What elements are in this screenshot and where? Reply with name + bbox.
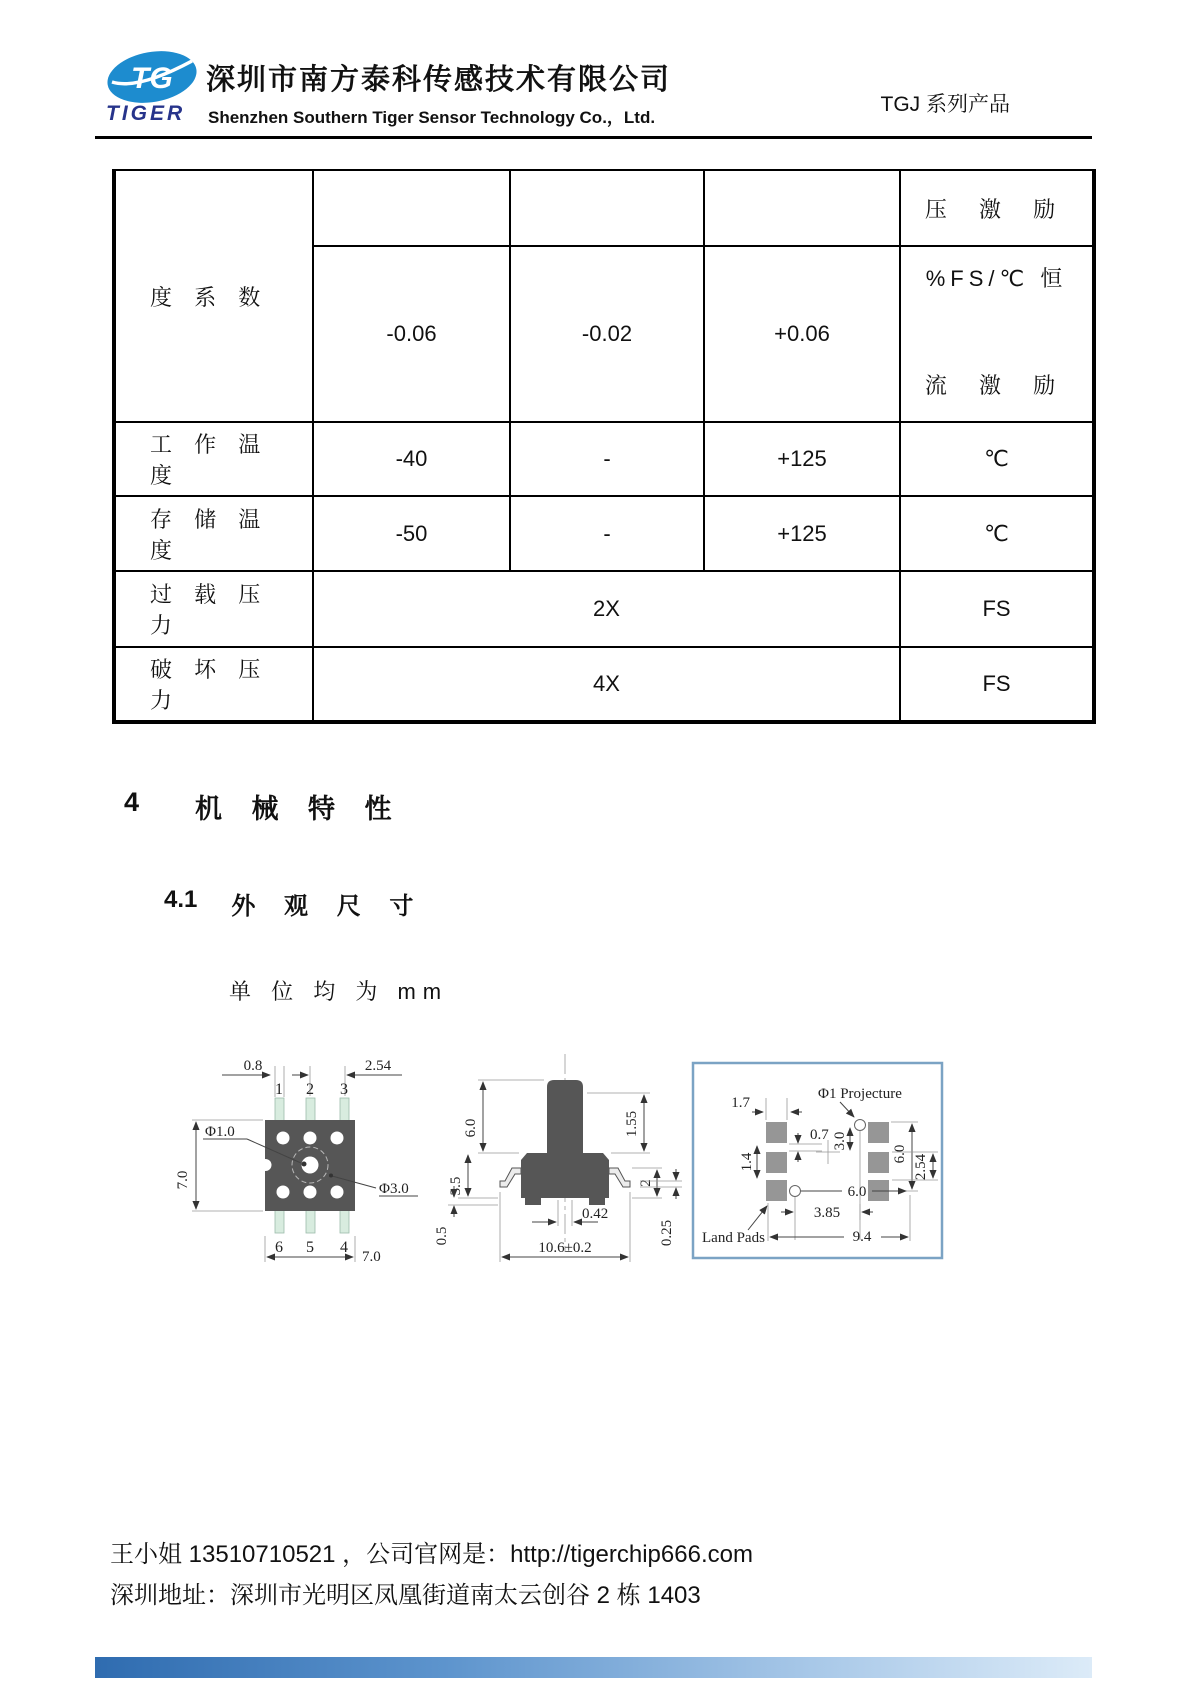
footer-address-line: 深圳地址：深圳市光明区凤凰街道南太云创谷 2 栋 1403	[110, 1582, 701, 1609]
dim-1_4: 1.4	[739, 1152, 755, 1172]
cell-label: 工 作 温 度	[114, 422, 313, 496]
footer-contact-line: 王小姐 13510710521 ，公司官网是：http://tigerchip666.com	[110, 1541, 753, 1568]
dim-1_55: 1.55	[624, 1110, 640, 1138]
spec-table	[112, 169, 1096, 724]
cell-empty	[704, 170, 900, 246]
logo-tg-text: TG	[131, 62, 173, 95]
dim-0_7: 0.7	[810, 1127, 829, 1143]
product-series-label: TGJ 系列产品	[880, 93, 1010, 116]
unit-note: 单 位 均 为 mm	[229, 979, 449, 1004]
pin-label-6: 6	[275, 1239, 283, 1256]
cell-coef-unit	[900, 246, 1094, 422]
header-rule	[95, 136, 1092, 139]
dim-0_25: 0.25	[659, 1219, 675, 1247]
dim-0_42: 0.42	[582, 1206, 609, 1222]
table-row	[114, 496, 1094, 571]
dim-0_5: 0.5	[434, 1226, 450, 1246]
cell-value: +125	[704, 496, 900, 571]
lead-right	[609, 1168, 630, 1187]
dim-h7: 7.0	[175, 1170, 191, 1190]
projecture-circle-bottom	[790, 1186, 801, 1197]
dim-6_0: 6.0	[463, 1118, 479, 1138]
section-number: 4	[124, 787, 140, 817]
cell-value: +125	[704, 422, 900, 496]
dim-0_8: 0.8	[243, 1058, 263, 1074]
dim-6_0-right: 6.0	[892, 1144, 908, 1164]
table-row	[114, 647, 1094, 722]
sensor-pins-bottom	[275, 1210, 349, 1233]
cell-unit: ℃	[900, 496, 1094, 571]
land-pattern-drawing	[693, 1063, 942, 1258]
dim-9_4: 9.4	[852, 1229, 872, 1245]
land-pads-label: Land Pads	[702, 1230, 765, 1246]
side-view-drawing	[434, 1054, 682, 1262]
table-row	[114, 170, 1094, 246]
cell-coef-min: -0.06	[313, 246, 510, 422]
cell-coef-max: +0.06	[704, 246, 900, 422]
subsection-heading	[164, 886, 424, 921]
cell-value: -40	[313, 422, 510, 496]
cell-unit: FS	[900, 647, 1094, 722]
lead-left	[500, 1168, 521, 1187]
dim-2_54-land: 2.54	[913, 1153, 929, 1181]
cell-value: -	[510, 496, 704, 571]
section-heading	[124, 787, 403, 826]
dim-10_6: 10.6±0.2	[538, 1240, 592, 1256]
subsection-title: 外 观 尺 寸	[231, 893, 425, 920]
table-row	[114, 571, 1094, 647]
company-name-en: Shenzhen Southern Tiger Sensor Technology Co.，Ltd.	[208, 108, 656, 127]
cell-value: -50	[313, 496, 510, 571]
dim-3_0: 3.0	[832, 1131, 848, 1151]
cell-coef-typ: -0.02	[510, 246, 704, 422]
dim-phi1: Φ1.0	[205, 1124, 235, 1140]
dim-1_7: 1.7	[731, 1095, 750, 1111]
cell-value: -	[510, 422, 704, 496]
sensor-pins-top	[275, 1098, 349, 1121]
cell-empty	[313, 170, 510, 246]
subsection-number: 4.1	[164, 886, 198, 913]
dim-3_85: 3.85	[813, 1205, 841, 1221]
cell-unit: ℃	[900, 422, 1094, 496]
cell-empty	[510, 170, 704, 246]
cell-unit: FS	[900, 571, 1094, 647]
sensor-body-side-view	[521, 1153, 609, 1198]
dim-w7: 7.0	[362, 1249, 381, 1265]
pin-label-4: 4	[340, 1239, 348, 1256]
pin-label-2: 2	[306, 1081, 314, 1098]
pressure-port	[547, 1080, 583, 1153]
top-view-drawing	[175, 1058, 418, 1265]
dim-3_5: 3.5	[448, 1176, 464, 1196]
footer-decoration-bar	[95, 1657, 1092, 1678]
tiger-logo-icon	[104, 50, 200, 108]
cell-value-span: 4X	[313, 647, 900, 722]
cell-label: 破 坏 压 力	[114, 647, 313, 722]
dim-2_54: 2.54	[364, 1058, 392, 1074]
pin-label-5: 5	[306, 1239, 314, 1256]
projecture-label: Φ1 Projecture	[818, 1086, 902, 1102]
dim-6_0-mid: 6.0	[847, 1184, 867, 1200]
dim-phi3: Φ3.0	[379, 1181, 409, 1197]
cell-value-span: 2X	[313, 571, 900, 647]
logo-brand-text: TIGER	[106, 102, 186, 125]
coef-unit-line1: %FS/℃ 恒	[925, 266, 1068, 291]
cell-unit-partial: 压 激 励	[900, 170, 1094, 246]
projecture-circle-top	[855, 1120, 866, 1131]
company-name-cn: 深圳市南方泰科传感技术有限公司	[206, 64, 672, 96]
mechanical-drawings	[150, 1040, 970, 1270]
dim-2: 2	[638, 1179, 654, 1187]
pin-label-3: 3	[340, 1081, 348, 1098]
coef-unit-line2: 流 激 励	[924, 373, 1069, 398]
cell-coef-label: 度 系 数	[114, 170, 313, 422]
cell-label: 过 载 压 力	[114, 571, 313, 647]
pin-label-1: 1	[275, 1081, 283, 1098]
cell-label: 存 储 温 度	[114, 496, 313, 571]
table-row	[114, 422, 1094, 496]
section-title: 机 械 特 性	[195, 794, 403, 824]
